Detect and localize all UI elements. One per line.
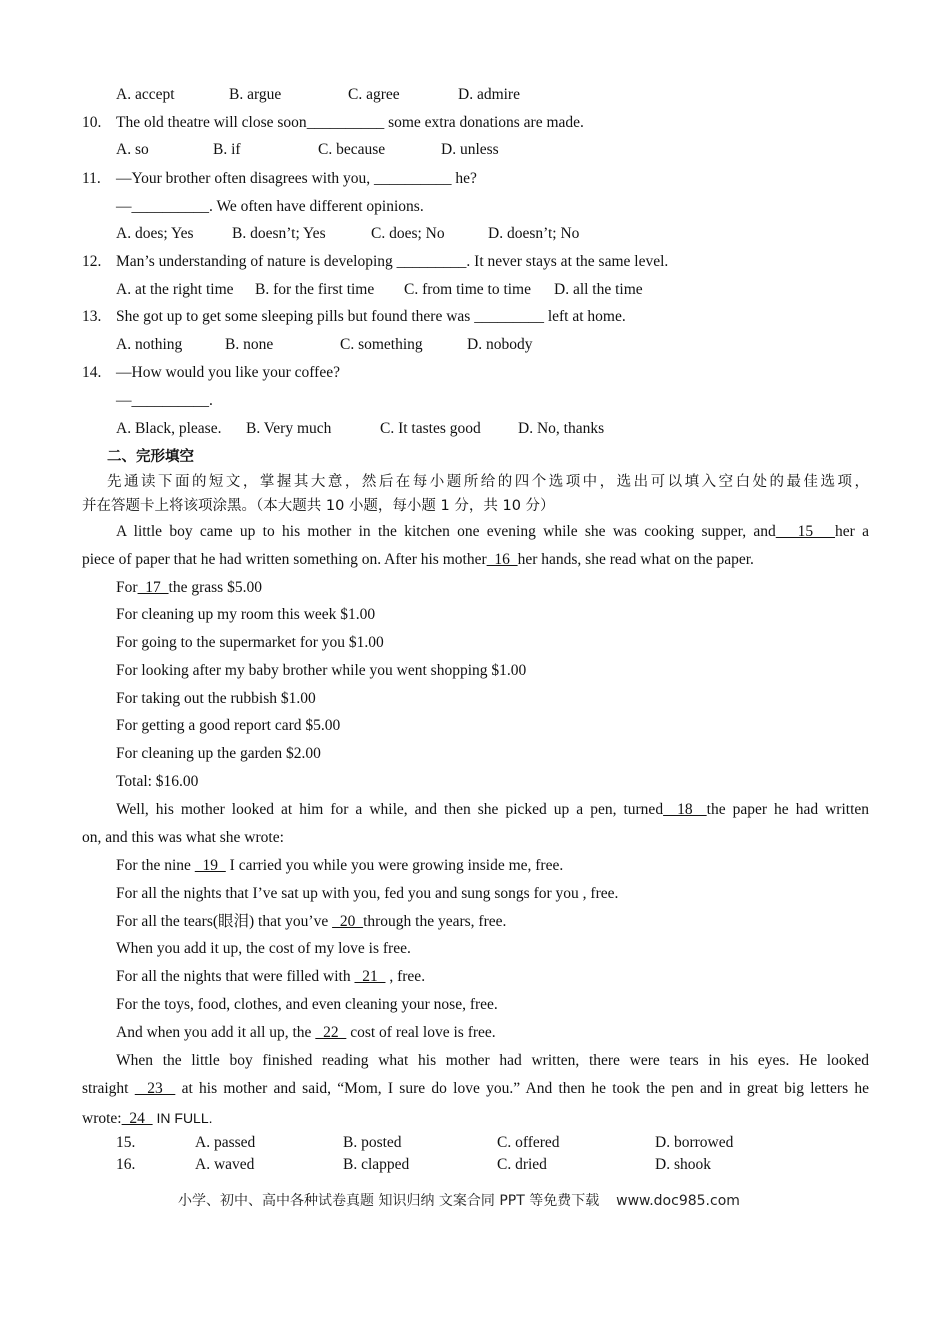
answer-blank: _________ [396,253,467,270]
option-a: A. waved [195,1156,255,1173]
blank-23: 23 [134,1080,176,1097]
option-b: B. for the first time [255,281,375,298]
question-text: —How would you like your coffee? [116,364,340,381]
blank-18: 18 [663,801,707,818]
answer-blank: __________ [131,198,209,215]
option-a: A. at the right time [116,281,234,298]
passage-line: When the little boy finished reading what his mother had written, there were tears in his eyes. He looked [116,1052,869,1069]
answer-blank: __________ [131,392,209,409]
bill-line: For cleaning up my room this week $1.00 [116,606,376,623]
bill-line: For looking after my baby brother while you went shopping $1.00 [116,662,527,679]
blank-15: 15 [775,523,836,540]
option-d: D. unless [441,141,499,158]
passage-line: straight 23 at his mother and said, “Mom, I sure do love you.” And then he took the pen and in great big letters he [82,1080,869,1097]
option-c: C. dried [497,1156,547,1173]
option-a: A. so [116,141,149,158]
option-a: A. Black, please. [116,420,222,437]
mother-line: For all the tears(眼泪) that you’ve 20 through the years, free. [116,913,507,930]
question-reply: —__________. [116,392,213,409]
blank-16: 16 [486,551,518,568]
question-text: Man’s understanding of nature is developing _________. It never stays at the same level. [116,253,669,270]
section-instructions-line2: 并在答题卡上将该项涂黑。（本大题共 10 小题，每小题 1 分，共 10 分） [82,498,555,514]
question-text: —Your brother often disagrees with you, __________ he? [116,170,477,187]
mother-line: And when you add it all up, the 22 cost of real love is free. [116,1024,496,1041]
mother-line: For the nine 19 I carried you while you were growing inside me, free. [116,857,564,874]
option-c: C. something [340,336,423,353]
section-title: 二、完形填空 [107,449,194,465]
question-text: She got up to get some sleeping pills but found there was _________ left at home. [116,308,626,325]
question-number: 12. [82,253,102,270]
option-c: C. agree [348,86,400,103]
answer-blank: __________ [374,170,452,187]
question-number: 13. [82,308,102,325]
option-d: D. No, thanks [518,420,605,437]
option-b: B. clapped [343,1156,410,1173]
answer-number: 15. [116,1134,136,1151]
question-number: 10. [82,114,102,131]
option-c: C. It tastes good [380,420,481,437]
option-b: B. doesn’t; Yes [232,225,326,242]
mother-line: For all the nights that I’ve sat up with you, fed you and sung songs for you , free. [116,885,619,902]
blank-21: 21 [354,968,386,985]
mother-line: For all the nights that were filled with 21 , free. [116,968,426,985]
option-d: D. borrowed [655,1134,734,1151]
page-footer [178,1191,740,1211]
bill-line: For cleaning up the garden $2.00 [116,745,321,762]
blank-22: 22 [315,1024,347,1041]
passage-line: piece of paper that he had written something on. After his mother 16 her hands, she read what on the paper. [82,551,754,568]
option-d: D. nobody [467,336,533,353]
question-number: 11. [82,170,101,187]
blank-24: 24 [121,1110,153,1127]
bill-total: Total: $16.00 [116,773,199,790]
option-a: A. passed [195,1134,256,1151]
answer-blank: __________ [306,114,385,131]
option-b: B. posted [343,1134,402,1151]
passage-line: wrote: 24 IN FULL. [82,1110,213,1127]
bill-line: For going to the supermarket for you $1.00 [116,634,384,651]
section-instructions-line1: 先通读下面的短文，掌握其大意，然后在每小题所给的四个选项中，选出可以填入空白处的最佳选项， [107,474,869,490]
mother-line: For the toys, food, clothes, and even cleaning your nose, free. [116,996,498,1013]
option-b: B. if [213,141,241,158]
option-c: C. does; No [371,225,445,242]
question-text: The old theatre will close soon__________ some extra donations are made. [116,114,584,131]
option-d: D. doesn’t; No [488,225,580,242]
option-c: C. because [318,141,386,158]
footer-text: 小学、初中、高中各种试卷真题 知识归纳 文案合同 PPT 等免费下载 [178,1193,600,1209]
option-b: B. Very much [246,420,332,437]
option-a: A. nothing [116,336,183,353]
passage-line: A little boy came up to his mother in the kitchen one evening while she was cooking supper, and 15 her a [116,523,869,540]
passage-line: Well, his mother looked at him for a while, and then she picked up a pen, turned 18 the paper he had written [116,801,869,818]
option-a: A. does; Yes [116,225,194,242]
option-b: B. none [225,336,274,353]
blank-17: 17 [137,579,169,596]
option-d: D. all the time [554,281,643,298]
option-d: D. admire [458,86,520,103]
passage-line: on, and this was what she wrote: [82,829,284,846]
bill-line: For 17 the grass $5.00 [116,579,262,596]
option-d: D. shook [655,1156,711,1173]
bill-line: For taking out the rubbish $1.00 [116,690,316,707]
option-c: C. offered [497,1134,560,1151]
blank-19: 19 [194,857,226,874]
mother-line: When you add it up, the cost of my love is free. [116,940,411,957]
answer-number: 16. [116,1156,136,1173]
footer-url[interactable]: www.doc985.com [616,1193,740,1209]
option-b: B. argue [229,86,282,103]
option-c: C. from time to time [404,281,531,298]
answer-blank: _________ [474,308,544,325]
question-number: 14. [82,364,102,381]
option-a: A. accept [116,86,175,103]
blank-20: 20 [332,913,364,930]
bill-line: For getting a good report card $5.00 [116,717,341,734]
question-reply: —__________. We often have different opinions. [116,198,424,215]
